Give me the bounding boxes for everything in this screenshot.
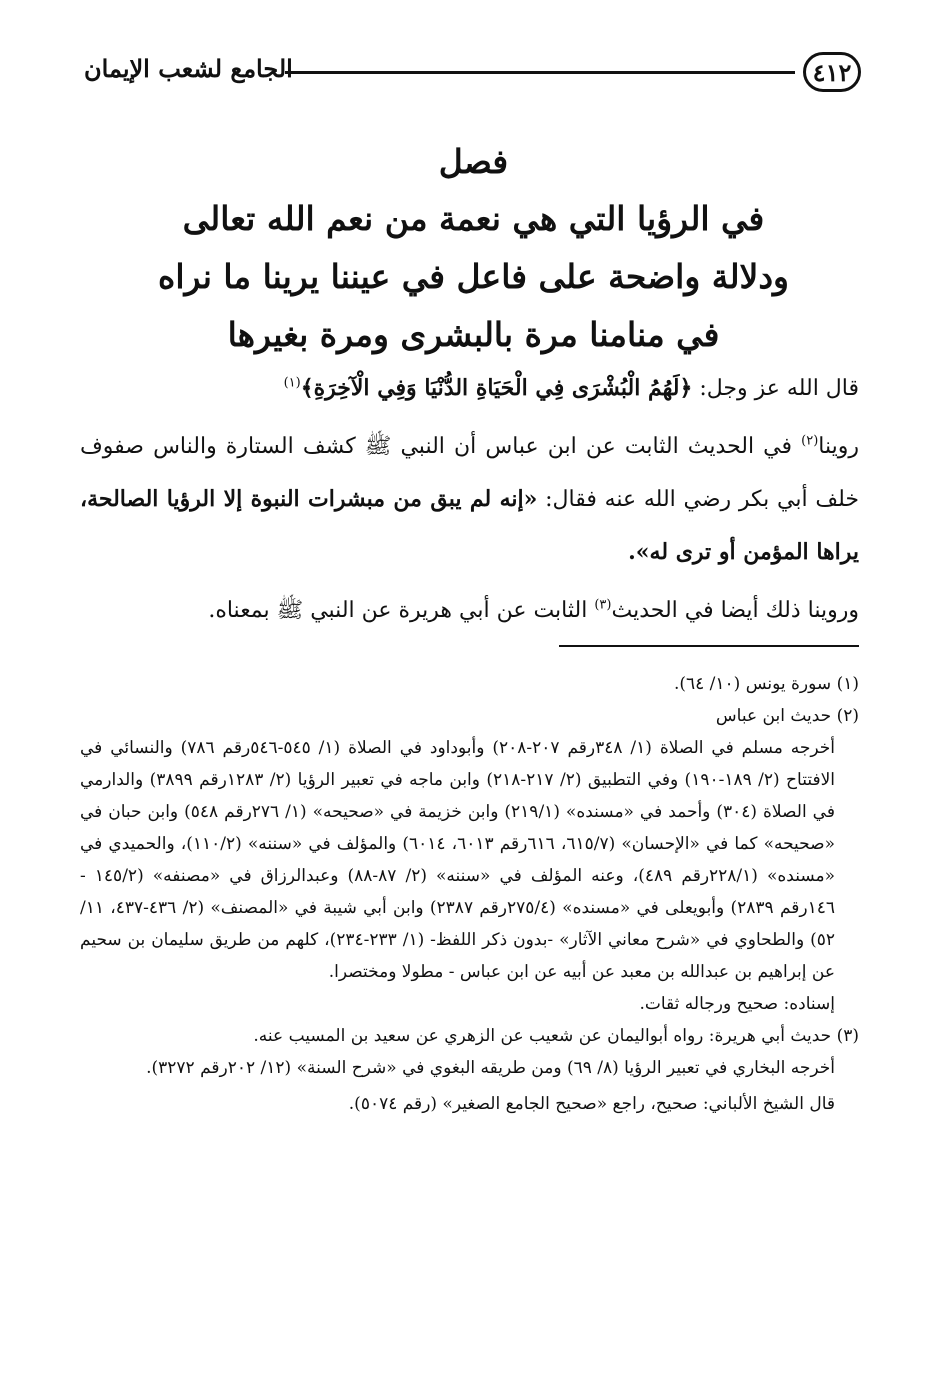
footnote-3-title: (٣) حديث أبي هريرة: رواه أبواليمان عن شعيب عن الزهري عن سعيد بن المسيب عنه. — [253, 1026, 859, 1046]
footnotes — [80, 668, 859, 1120]
chapter-title-line-2: ودلالة واضحة على فاعل في عيننا يرينا ما نراه — [158, 257, 789, 296]
quran-verse: ﴿لَهُمُ الْبُشْرَى فِي الْحَيَاةِ الدُّنْيَا وَفِي الْآخِرَةِ﴾ — [300, 375, 693, 401]
footnote-2-title: (٢) حديث ابن عباس — [715, 706, 859, 726]
footnote-3-body: أخرجه البخاري في تعبير الرؤيا (٨/ ٦٩) ومن طريقه البغوي في «شرح السنة» (١٢/ ٢٠٢رقم ٣٢٧٢). — [146, 1058, 835, 1078]
chapter-heading — [80, 134, 867, 364]
narration-start-2: وروينا ذلك أيضا في الحديث — [611, 598, 859, 623]
hadith-quote: «إنه لم يبق من مبشرات النبوة إلا الرؤيا الصالحة، يراها المؤمن أو ترى له». — [80, 486, 859, 565]
narration-start: روينا — [818, 434, 860, 459]
footnote-ref-1: (١) — [283, 375, 301, 391]
narration-text: في الحديث الثابت عن ابن عباس أن النبي ﷺ كشف الستارة والناس صفوف خلف أبي بكر رضي الله عنه فقال: — [80, 434, 859, 512]
footnote-ref-3: (٣) — [594, 597, 612, 613]
verse-intro: قال الله عز وجل: — [699, 376, 859, 401]
page-number: ٤١٢ — [803, 52, 861, 92]
running-header — [80, 44, 867, 106]
narration-end-2: الثابت عن أبي هريرة عن النبي ﷺ بمعناه. — [208, 598, 588, 623]
footnote-separator — [559, 645, 859, 647]
footnote-3-albani: قال الشيخ الألباني: صحيح، راجع «صحيح الجامع الصغير» (رقم ٥٠٧٤). — [348, 1094, 835, 1114]
main-text — [80, 362, 859, 643]
paragraph-verse — [80, 362, 859, 415]
footnote-2-body: أخرجه مسلم في الصلاة (١/ ٣٤٨رقم ٢٠٧-٢٠٨) وأبوداود في الصلاة (١/ ٥٤٥-٥٤٦رقم ٧٨٦) والنسائي في الافتتاح (٢/ ١٨٩-١٩٠) وفي التطبيق (٢/ ٢١٧-٢١٨) وابن ماجه في تعبير الرؤيا (٢/ ١٢٨٣رقم ٣٨٩٩) والدارمي في الصلاة (٣٠٤) وأحمد في «مسنده» (٢١٩/١) وابن خزيمة في «صحيحه» (١/ ٢٧٦رقم ٥٤٨) وابن حبان في «صحيحه» كما في «الإحسان» (٦١٥/٧، ٦١٦رقم ٦٠١٣، ٦٠١٤) والمؤلف في «سننه» (١١٠/٢)، والحميدي في «مسنده» (٢٢٨/١رقم ٤٨٩)، وعنه المؤلف في «سننه» (٢/ ٨٧-٨٨) وعبدالرزاق في «مصنفه» (١٤٥/٢ - ١٤٦رقم ٢٨٣٩) وأبويعلى في «مسنده» (٢٧٥/٤رقم ٢٣٨٧) وابن أبي شيبة في «المصنف» (٢/ ٤٣٦-٤٣٧، ١١/ ٥٢) والطحاوي في «شرح معاني الآثار» -بدون ذكر اللفظ- (١/ ٢٣٣-٢٣٤)، كلهم من طريق سليمان بن سحيم عن إبراهيم بن عبدالله بن معبد عن أبيه عن ابن عباس - مطولا ومختصرا. — [80, 738, 836, 982]
footnote-1: (١) سورة يونس (١٠/ ٦٤). — [673, 674, 859, 694]
chapter-label: فصل — [438, 142, 509, 181]
paragraph-hadith-ibn-abbas — [80, 421, 859, 579]
chapter-title-line-3: في منامنا مرة بالبشرى ومرة بغيرها — [227, 315, 720, 354]
footnote-ref-2: (٢) — [801, 433, 819, 449]
paragraph-hadith-abu-hurayra — [80, 585, 859, 637]
footnote-2-isnad: إسناده: صحيح ورجاله ثقات. — [639, 994, 835, 1014]
header-rule — [285, 71, 795, 74]
running-title: الجامع لشعب الإيمان — [84, 54, 293, 83]
chapter-title-line-1: في الرؤيا التي هي نعمة من نعم الله تعالى — [182, 199, 765, 238]
